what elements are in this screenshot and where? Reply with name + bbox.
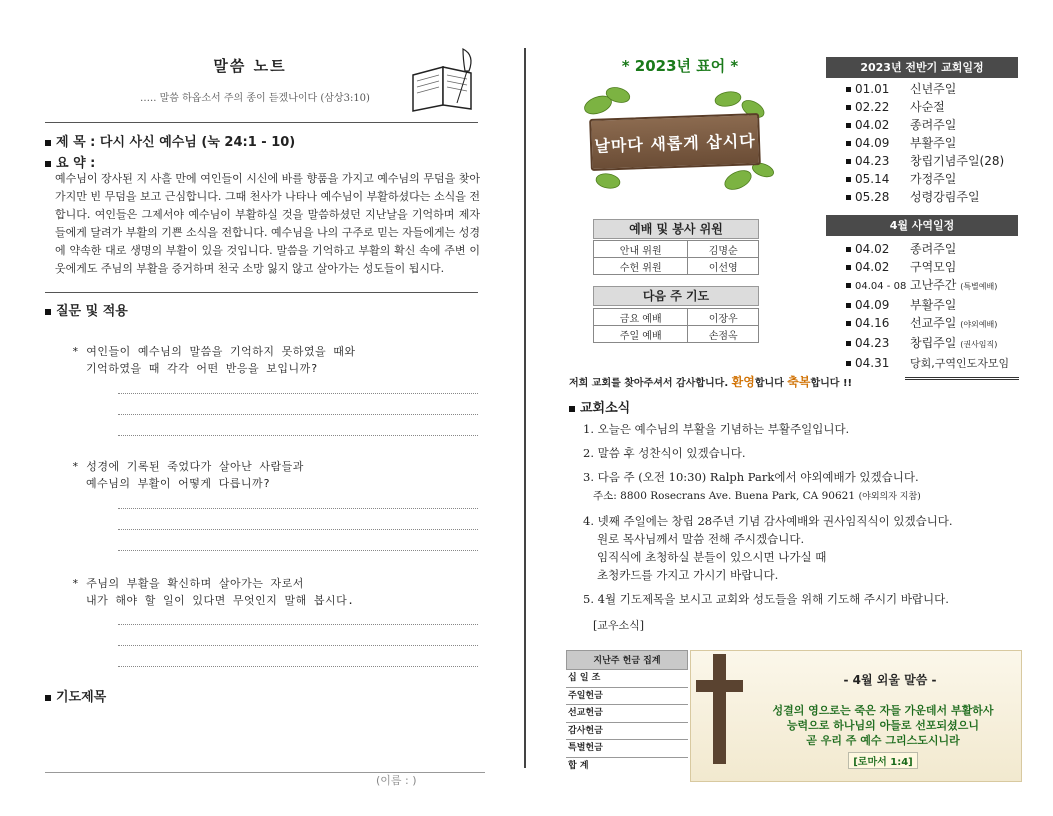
name-field[interactable]: (이름 : ) [376,774,417,787]
welcome-word: 환영 [731,375,755,389]
cross-icon [696,680,743,692]
list-item: 04.02 종려주일 [846,240,1009,258]
bullet-square-icon [45,161,51,167]
list-item: 4. 넷째 주일에는 창립 28주년 기념 감사예배와 권사임직식이 있겠습니다. 원로 목사님께서 말씀 전해 주시겠습니다. 임직식에 초청하실 분들이 있으시면 나가실 때 초청카드를 가지고 가시기 바랍니다. [583,514,953,582]
list-item: 04.31 당회,구역인도자모임 [846,354,1009,373]
bullet-square-icon [846,105,851,110]
offering-table [566,650,688,780]
column-divider [524,48,526,768]
bullet-square-icon [846,303,851,308]
calendar-heading: 2023년 전반기 교회일정 [826,57,1018,78]
next-prayer-table [593,308,759,343]
bullet-square-icon [45,695,51,701]
sermon-title-text: 다시 사신 예수님 (눅 24:1 - 10) [99,135,296,150]
sermon-label: 제 목 : [56,135,96,150]
answer-line[interactable] [118,508,478,509]
table-row [594,309,759,326]
answer-line[interactable] [118,645,478,646]
name-cell: 이선영 [688,258,759,275]
name-rule [45,772,485,773]
list-item: 5. 4월 기도제목을 보시고 교회와 성도들을 위해 기도해 주시기 바랍니다. [583,592,949,606]
bullet-square-icon [846,141,851,146]
table-row: 십 일 조 [566,670,688,688]
next-prayer-heading: 다음 주 기도 [593,286,759,306]
question-3 [72,575,354,609]
table-row [594,258,759,275]
answer-line[interactable] [118,414,478,415]
summary-label: 요 약 : [56,156,96,171]
list-item: 01.01 신년주일 [846,80,1004,98]
notes-title: 말씀 노트 [213,57,287,75]
table-row: 주일헌금 [566,688,688,706]
question-line: 예수님의 부활이 어떻게 다릅니까? [86,477,271,490]
divider-rule [45,292,478,293]
list-item: 04.09 부활주일 [846,134,1004,152]
list-item: 04.23 창립주일 (권사임직) [846,334,1009,354]
questions-label: 질문 및 적용 [56,304,128,319]
april-list [846,240,1009,373]
role-cell: 안내 위원 [594,241,688,258]
table-row [594,241,759,258]
bullet-square-icon [846,341,851,346]
list-item: 02.22 사순절 [846,98,1004,116]
motto-heading: * 2023년 표어 * [621,57,739,75]
question-line: * 주님의 부활을 확신하며 살아가는 자로서 [72,577,304,590]
role-cell: 주일 예배 [594,326,688,343]
bullet-square-icon [45,309,51,315]
sermon-title [45,131,478,150]
calendar-list [846,80,1004,206]
service-table [593,240,759,275]
list-item: 1. 오늘은 예수님의 부활을 기념하는 부활주일입니다. [583,422,850,436]
prayer-heading [45,686,106,705]
list-item: 04.23 창립기념주일(28) [846,152,1004,170]
bullet-square-icon [846,321,851,326]
prayer-label: 기도제목 [56,690,107,705]
bullet-square-icon [846,123,851,128]
question-line: * 성경에 기록된 죽었다가 살아난 사람들과 [72,460,304,473]
bullet-square-icon [846,177,851,182]
divider-rule [905,377,1019,380]
verse-text: 말씀 하옵소서 주의 종이 듣겠나이다 (삼상3:10) [159,93,370,104]
bullet-square-icon [846,247,851,252]
answer-line[interactable] [118,550,478,551]
questions-heading [45,300,128,319]
name-cell: 손점옥 [688,326,759,343]
role-cell: 수헌 위원 [594,258,688,275]
bullet-square-icon [846,283,851,288]
notes-verse [110,89,400,104]
list-item: 2. 말씀 후 성찬식이 있겠습니다. [583,446,746,460]
answer-line[interactable] [118,529,478,530]
bullet-square-icon [846,87,851,92]
blessing-word: 축복 [787,375,811,389]
name-cell: 김명순 [688,241,759,258]
welcome-line: 저희 교회를 찾아주셔서 감사합니다. 환영합니다 축복합니다 !! [569,375,853,389]
motto-sign: 날마다 새롭게 삽시다 [589,113,761,171]
bullet-square-icon [45,140,51,146]
service-heading: 예배 및 봉사 위원 [593,219,759,239]
list-item: 04.04 - 08 고난주간 (특별예배) [846,276,1009,296]
april-heading: 4월 사역일정 [826,215,1018,236]
question-line: * 여인들이 예수님의 말씀을 기억하지 못하였을 때와 [72,345,356,358]
verse-card-text: 성결의 영으로는 죽은 자들 가운데서 부활하사 능력으로 하나님의 아들로 선포되셨으니 곧 우리 주 예수 그리스도시니라 [772,704,994,747]
table-row: 선교헌금 [566,705,688,723]
news-list [583,420,1023,614]
list-item: 04.02 종려주일 [846,116,1004,134]
divider-rule [45,122,478,123]
table-row: 감사헌금 [566,723,688,741]
role-cell: 금요 예배 [594,309,688,326]
list-item: 04.02 구역모임 [846,258,1009,276]
bullet-square-icon [846,195,851,200]
list-item: 05.14 가정주일 [846,170,1004,188]
verse-card-reference: [로마서 1:4] [848,752,918,769]
question-1 [72,343,356,377]
verse-card-title: - 4월 외울 말씀 - [843,673,937,687]
bullet-square-icon [846,361,851,366]
question-line: 기억하였을 때 각각 어떤 반응을 보입니까? [86,362,318,375]
summary-body: 예수님이 장사된 지 사흘 만에 여인들이 시신에 바를 향품을 가지고 예수님의 무덤을 찾아가지만 빈 무덤을 보고 근심합니다. 그때 천사가 나타나 예수님이 부활하셨다는 소식을 전합니다. 여인들은 그제서야 예수님이 부활하실 것을 말씀하셨던 지난날을 기억하며 제자들에게 달려가 부활의 기쁜 소식을 전합니다. 예수님을 나의 구주로 믿는 자들에게는 성경에 약속한 대로 생명의 부활이 있을 것입니다. 말씀을 기억하고 부활의 확신 속에 주변 이웃에게도 주님의 부활을 증거하며 천국 소망 잃지 않고 살아가는 성도들이 됩시다. [55,172,480,275]
news-label: 교회소식 [580,401,631,416]
table-row [594,326,759,343]
news-signature: [교우소식] [593,619,645,632]
verse-prefix: ….. [140,93,157,104]
offering-heading: 지난주 헌금 집계 [566,650,688,670]
question-line: 내가 해야 할 일이 있다면 무엇인지 말해 봅시다. [86,594,355,607]
answer-line[interactable] [118,435,478,436]
bullet-square-icon [846,159,851,164]
list-item: 04.09 부활주일 [846,296,1009,314]
news-heading [569,397,630,416]
summary-heading [45,152,95,171]
bullet-square-icon [846,265,851,270]
answer-line[interactable] [118,666,478,667]
cross-icon [713,654,726,764]
list-item: 04.16 선교주일 (야외예배) [846,314,1009,334]
open-book-icon [405,45,485,115]
table-row: 특별헌금 [566,740,688,758]
question-2 [72,458,304,492]
name-cell: 이장우 [688,309,759,326]
answer-line[interactable] [118,393,478,394]
bullet-square-icon [569,406,575,412]
list-item: 05.28 성령강림주일 [846,188,1004,206]
table-row: 합 계 [568,760,589,771]
list-item: 3. 다음 주 (오전 10:30) Ralph Park에서 야외예배가 있겠습니다. 주소: 8800 Rosecrans Ave. Buena Park, CA 90621 (야외의자 지참) [583,470,921,502]
answer-line[interactable] [118,624,478,625]
